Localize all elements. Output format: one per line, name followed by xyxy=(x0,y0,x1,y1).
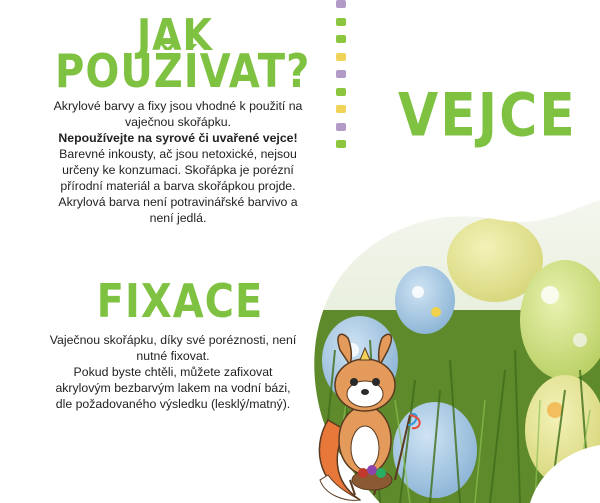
usage-line: není jedlá. xyxy=(149,211,207,225)
decorative-dot xyxy=(336,53,346,61)
decorative-dot xyxy=(336,35,346,43)
heading-pouzivat: POUŽÍVAT? xyxy=(55,45,311,99)
fixation-paragraph xyxy=(18,332,328,412)
decorative-dot xyxy=(336,70,346,78)
decorative-dot xyxy=(336,18,346,26)
decorative-dot-column xyxy=(336,0,348,158)
easter-eggs-in-grass-photo xyxy=(300,200,600,503)
usage-line: Akrylové barvy a fixy jsou vhodné k použití na xyxy=(53,99,303,113)
usage-line: vaječnou skořápku. xyxy=(125,115,231,129)
usage-line: přírodní materiál a barva skořápkou projde. xyxy=(60,179,296,193)
decorative-dot xyxy=(336,123,346,131)
usage-paragraph xyxy=(18,98,338,226)
usage-line: určeny ke konzumaci. Skořápka je porézní xyxy=(62,163,294,177)
heading-jak: JAK xyxy=(137,9,213,61)
decorative-dot xyxy=(336,140,346,148)
fixation-line: akrylovým bezbarvým lakem na vodní bázi, xyxy=(55,381,291,395)
fixation-line: Pokud byste chtěli, můžete zafixovat xyxy=(73,365,273,379)
fixation-line: dle požadovaného výsledku (lesklý/matný). xyxy=(55,397,291,411)
heading-vejce: VEJCE xyxy=(398,81,577,151)
heading-fixace: FIXACE xyxy=(96,275,264,329)
decorative-dot xyxy=(336,88,346,96)
fixation-line: Vaječnou skořápku, díky své poréznosti, není xyxy=(49,333,297,347)
usage-warning: Nepoužívejte na syrové či uvařené vejce! xyxy=(58,131,298,145)
fixation-line: nutné fixovat. xyxy=(136,349,210,363)
usage-line: Akrylová barva není potravinářské barvivo a xyxy=(58,195,298,209)
usage-line: Barevné inkousty, ač jsou netoxické, nejsou xyxy=(59,147,297,161)
decorative-dot xyxy=(336,105,346,113)
decorative-dot xyxy=(336,0,346,8)
